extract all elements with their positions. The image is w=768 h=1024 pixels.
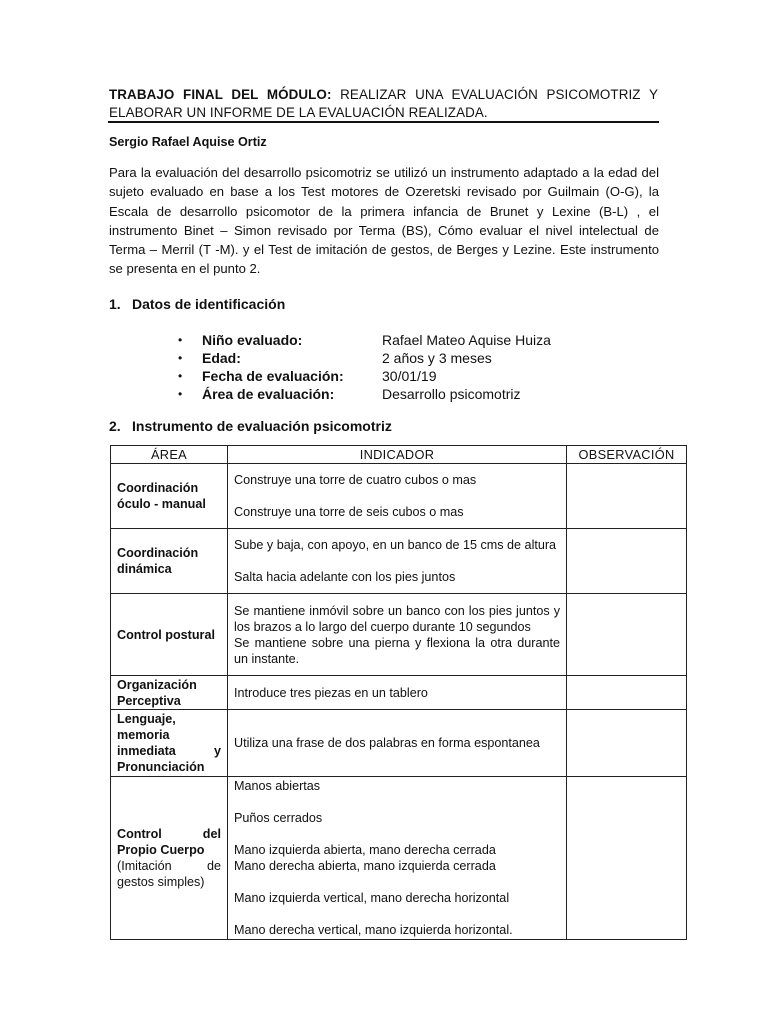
indicator-cell	[228, 777, 567, 940]
indicator-item: Mano derecha vertical, mano izquierda horizontal.	[234, 923, 513, 937]
section1-title: Datos de identificación	[132, 296, 286, 312]
author-name: Sergio Rafael Aquise Ortiz	[109, 135, 267, 149]
section2-heading	[109, 418, 392, 434]
ident-label: Niño evaluado:	[202, 332, 303, 348]
table-row	[111, 710, 687, 777]
intro-paragraph: Para la evaluación del desarrollo psicomotriz se utilizó un instrumento adaptado a la edad del sujeto evaluado en base a los Test motores de Ozeretski revisado por Guilmain (O-G), la Escala de desarrollo psicomotor de la primera infancia de Brunet y Lexine (B-L) , el instrumento Binet – Simon revisado por Terma (BS), Cómo evaluar el nivel intelectual de Terma – Merril (T -M). y el Test de imitación de gestos, de Berges y Lezine. Este instrumento se presenta en el punto 2.	[109, 165, 659, 277]
area-cell: Control postural	[111, 594, 228, 676]
indicator-cell	[228, 676, 567, 710]
area-cell	[111, 777, 228, 940]
indicator-item: Manos abiertas	[234, 779, 321, 793]
list-item	[178, 367, 551, 385]
section1-number: 1.	[109, 296, 121, 312]
identification-list	[178, 331, 551, 403]
header-indicator: INDICADOR	[228, 446, 567, 464]
indicator-cell	[228, 529, 567, 594]
bullet-icon: •	[178, 333, 183, 347]
indicator-item: Mano derecha abierta, mano izquierda cerrada	[234, 859, 496, 873]
indicator-item: Sube y baja, con apoyo, en un banco de 15 cms de altura	[234, 538, 557, 552]
title-rest: REALIZAR UNA EVALUACIÓN PSICOMOTRIZ Y ELABORAR UN INFORME DE LA EVALUACIÓN REALIZADA.	[109, 87, 658, 120]
table-header-row	[111, 446, 687, 464]
document-title	[109, 86, 658, 122]
area-cell: Coordinación dinámica	[111, 529, 228, 594]
ident-value: 30/01/19	[382, 368, 437, 384]
ident-label: Fecha de evaluación:	[202, 368, 344, 384]
header-area: ÁREA	[111, 446, 228, 464]
observation-cell	[567, 710, 687, 777]
evaluation-table	[110, 445, 687, 940]
header-observation: OBSERVACIÓN	[567, 446, 687, 464]
section1-heading	[109, 296, 285, 312]
indicator-item: Se mantiene inmóvil sobre un banco con los pies juntos y los brazos a lo largo del cuerpo durante 10 segundos	[234, 603, 560, 634]
indicator-item: Puños cerrados	[234, 811, 323, 825]
ident-value: 2 años y 3 meses	[382, 350, 492, 366]
ident-value: Rafael Mateo Aquise Huiza	[382, 332, 551, 348]
bullet-icon: •	[178, 351, 183, 365]
indicator-cell	[228, 594, 567, 676]
area-cell: Organización Perceptiva	[111, 676, 228, 710]
indicator-item: Mano izquierda abierta, mano derecha cerrada	[234, 843, 496, 857]
indicator-item: Se mantiene sobre una pierna y flexiona la otra durante un instante.	[234, 635, 560, 666]
indicator-item: Construye una torre de seis cubos o mas	[234, 505, 464, 519]
indicator-item: Introduce tres piezas en un tablero	[234, 685, 428, 700]
observation-cell	[567, 676, 687, 710]
table-row	[111, 529, 687, 594]
indicator-item: Construye una torre de cuatro cubos o mas	[234, 473, 477, 487]
indicator-item: Utiliza una frase de dos palabras en forma espontanea	[234, 736, 540, 750]
table-row	[111, 676, 687, 710]
title-rule	[108, 121, 659, 123]
indicator-item: Salta hacia adelante con los pies juntos	[234, 570, 456, 584]
table-row	[111, 594, 687, 676]
table-row	[111, 464, 687, 529]
area-cell: Coordinación óculo - manual	[111, 464, 228, 529]
ident-label: Área de evaluación:	[202, 386, 335, 402]
area-subtitle: (Imitación de gestos simples)	[117, 859, 221, 889]
observation-cell	[567, 464, 687, 529]
table-row	[111, 777, 687, 940]
indicator-cell	[228, 464, 567, 529]
list-item	[178, 331, 551, 349]
observation-cell	[567, 777, 687, 940]
bullet-icon: •	[178, 387, 183, 401]
ident-value: Desarrollo psicomotriz	[382, 386, 521, 402]
ident-label: Edad:	[202, 350, 241, 366]
title-bold: TRABAJO FINAL DEL MÓDULO:	[109, 87, 332, 102]
bullet-icon: •	[178, 369, 183, 383]
area-title: Control del Propio Cuerpo	[117, 827, 221, 857]
list-item	[178, 349, 551, 367]
observation-cell	[567, 594, 687, 676]
section2-number: 2.	[109, 418, 121, 434]
section2-title: Instrumento de evaluación psicomotriz	[132, 418, 392, 434]
observation-cell	[567, 529, 687, 594]
indicator-cell	[228, 710, 567, 777]
area-cell: Lenguaje, memoria inmediata y Pronunciación	[111, 710, 228, 777]
indicator-item: Mano izquierda vertical, mano derecha horizontal	[234, 891, 510, 905]
list-item	[178, 385, 551, 403]
